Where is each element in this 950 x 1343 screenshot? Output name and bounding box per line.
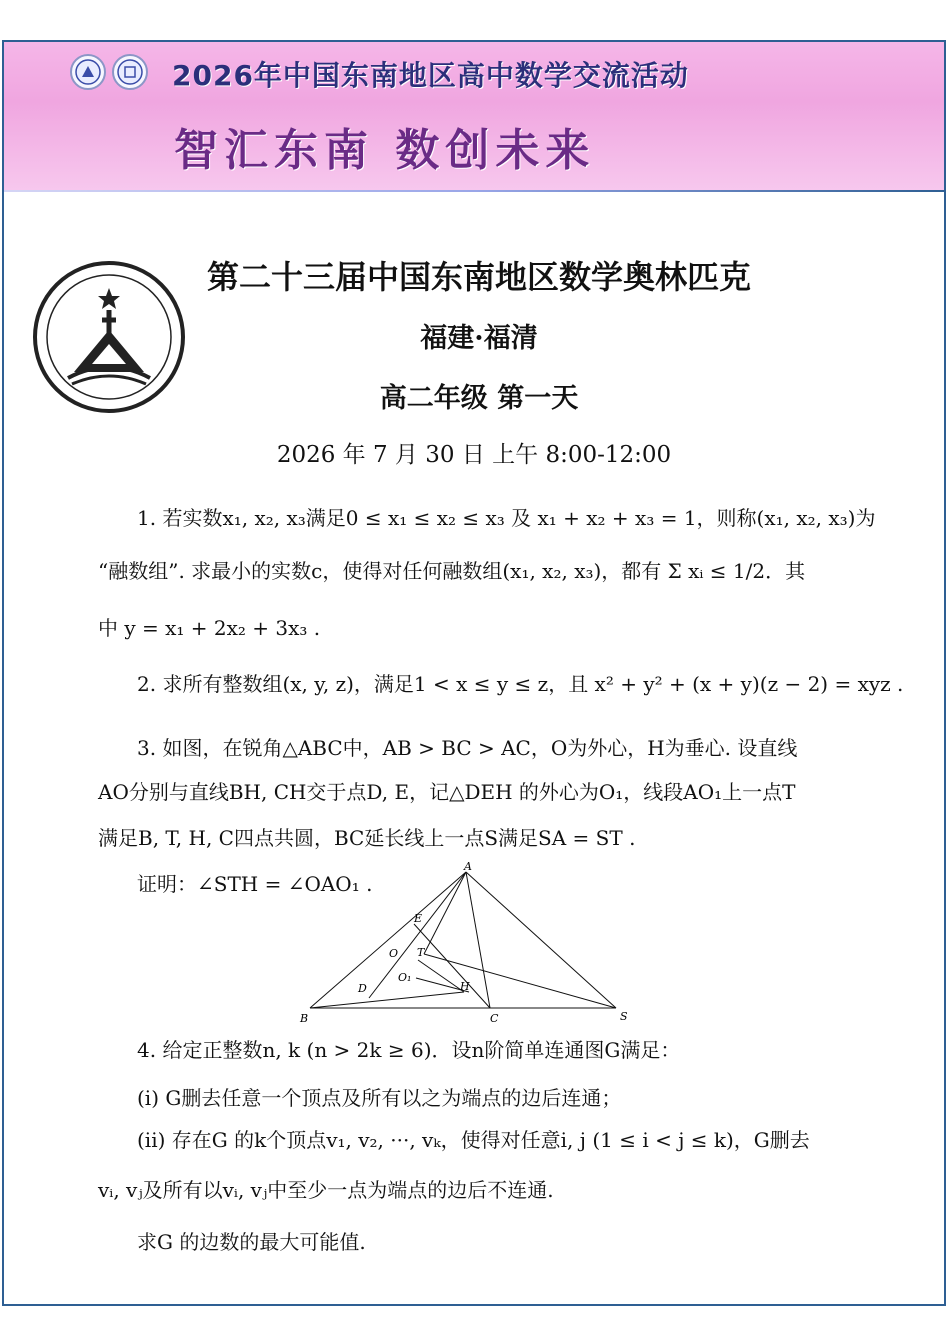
label-B: B xyxy=(300,1012,309,1024)
label-E: E xyxy=(414,912,423,925)
banner-divider xyxy=(4,190,944,192)
banner-title: 2026年中国东南地区高中数学交流活动 xyxy=(172,59,689,92)
banner-logos xyxy=(70,54,148,90)
page-frame xyxy=(2,40,946,1306)
label-T: T xyxy=(417,946,425,959)
contest-title: 第二十三届中国东南地区数学奥林匹克 xyxy=(206,258,751,296)
problem-1-line-2: “融数组”. 求最小的实数c，使得对任何融数组(x₁, x₂, x₃)，都有 Σ xᵢ ≤ 1/2．其 xyxy=(98,559,806,583)
problem-1-line-3: 中 y = x₁ + 2x₂ + 3x₃ . xyxy=(98,616,321,640)
problem-3-line-1: 3. 如图，在锐角△ABC中，AB > BC > AC，O为外心，H为垂心. 设直线 xyxy=(137,736,798,760)
problem-3-prove: 证明：∠STH = ∠OAO₁ . xyxy=(137,872,373,896)
problem-3-line-3: 满足B, T, H, C四点共圆，BC延长线上一点S满足SA = ST . xyxy=(98,826,636,850)
problem-1-line-1: 1. 若实数x₁, x₂, x₃满足0 ≤ x₁ ≤ x₂ ≤ x₃ 及 x₁ + x₂ + x₃ = 1，则称(x₁, x₂, x₃)为 xyxy=(137,506,876,530)
problem-4-ask: 求G 的边数的最大可能值. xyxy=(137,1230,366,1254)
problem-4-condition-2: (ii) 存在G 的k个顶点v₁, v₂, ···, vₖ，使得对任意i, j (1 ≤ i < j ≤ k)，G删去 xyxy=(137,1128,810,1152)
problem-3-line-2: AO分别与直线BH, CH交于点D, E，记△DEH 的外心为O₁，线段AO₁上一点T xyxy=(98,780,796,804)
problem-4-condition-2b: vᵢ, vⱼ及所有以vᵢ, vⱼ中至少一点为端点的边后不连通. xyxy=(98,1178,554,1202)
grade-day: 高二年级 第一天 xyxy=(379,383,579,414)
label-C: C xyxy=(490,1012,499,1024)
label-O1: O₁ xyxy=(398,971,412,984)
logo-icon-left xyxy=(70,54,106,90)
label-H: H xyxy=(460,980,470,993)
label-A: A xyxy=(464,862,472,873)
problem-2: 2. 求所有整数组(x, y, z)，满足1 < x ≤ y ≤ z，且 x² + y² + (x + y)(z − 2) = xyz . xyxy=(137,672,904,696)
banner-slogan: 智汇东南 数创未来 xyxy=(174,125,596,176)
label-D: D xyxy=(358,982,367,995)
label-O: O xyxy=(389,947,399,960)
label-S: S xyxy=(620,1010,628,1023)
date-time: 2026 年 7 月 30 日 上午 8:00-12:00 xyxy=(276,442,672,468)
geometry-diagram xyxy=(296,862,634,1024)
header-banner xyxy=(4,42,944,192)
logo-icon-right xyxy=(112,54,148,90)
problem-4-condition-1: (i) G删去任意一个顶点及所有以之为端点的边后连通； xyxy=(137,1086,622,1110)
contest-location: 福建·福清 xyxy=(420,323,538,354)
problem-4-line-1: 4. 给定正整数n, k (n > 2k ≥ 6)．设n阶简单连通图G满足： xyxy=(137,1038,681,1062)
